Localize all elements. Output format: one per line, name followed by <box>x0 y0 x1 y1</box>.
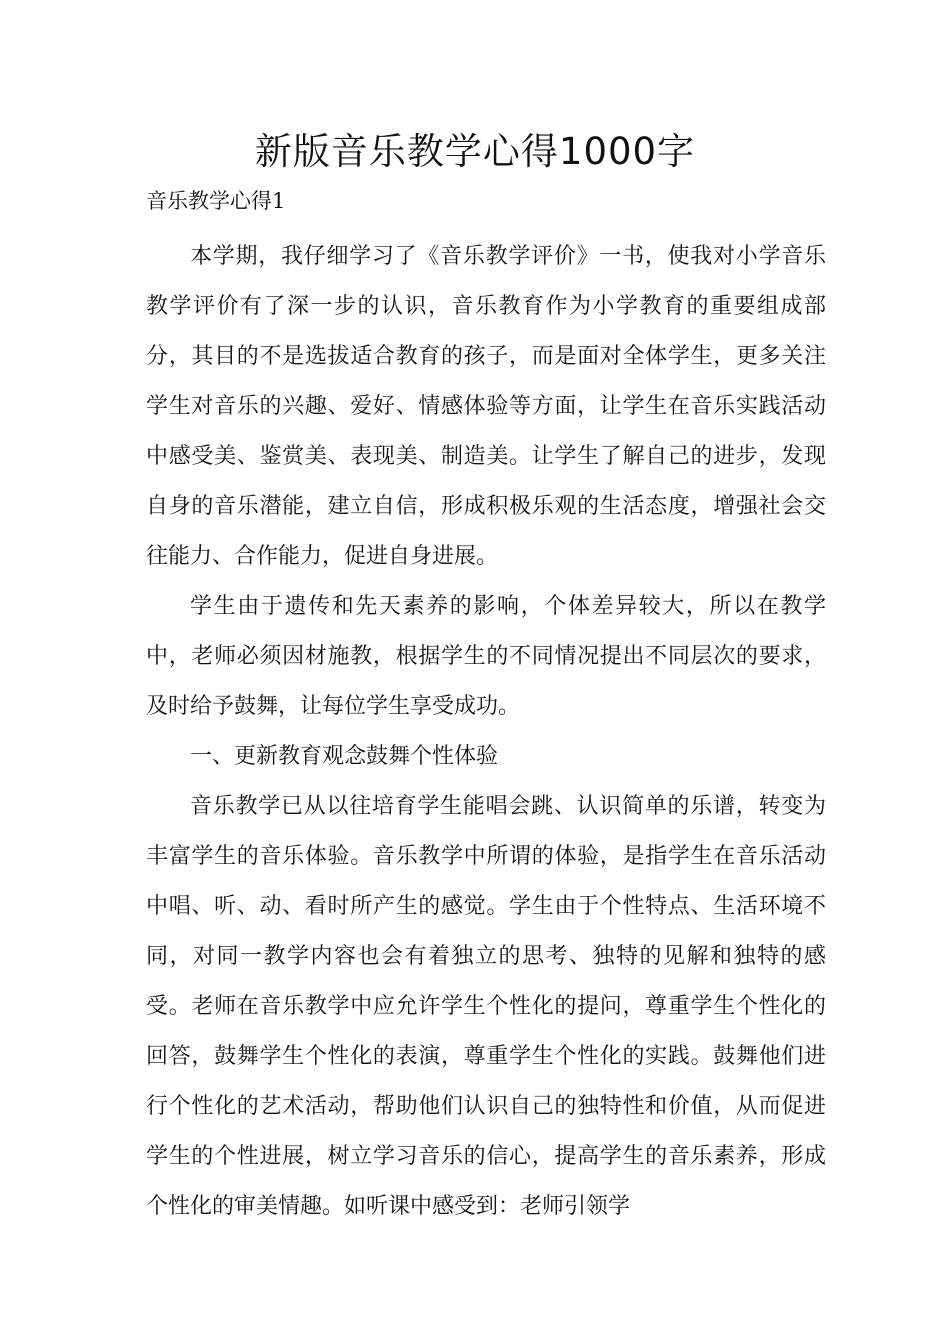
paragraph-2: 学生由于遗传和先天素养的影响，个体差异较大，所以在教学中，老师必须因材施教，根据学生的不同情况提出不同层次的要求，及时给予鼓舞，让每位学生享受成功。 <box>146 594 826 719</box>
paragraph-1: 本学期，我仔细学习了《音乐教学评价》一书，使我对小学音乐教学评价有了深一步的认识，音乐教育作为小学教育的重要组成部分，其目的不是选拔适合教育的孩子，而是面对全体学生，更多关注学生对音乐的兴趣、爱好、情感体验等方面，让学生在音乐实践活动中感受美、鉴赏美、表现美、制造美。让学生了解自己的进步，发现自身的音乐潜能，建立自信，形成积极乐观的生活态度，增强社会交往能力、合作能力，促进自身进展。 <box>146 244 826 569</box>
paragraph-3: 音乐教学已从以往培育学生能唱会跳、认识简单的乐谱，转变为丰富学生的音乐体验。音乐教学中所谓的体验，是指学生在音乐活动中唱、听、动、看时所产生的感觉。学生由于个性特点、生活环境不同，对同一教学内容也会有着独立的思考、独特的见解和独特的感受。老师在音乐教学中应允许学生个性化的提问，尊重学生个性化的回答，鼓舞学生个性化的表演，尊重学生个性化的实践。鼓舞他们进行个性化的艺术活动，帮助他们认识自己的独特性和价值，从而促进学生的个性进展，树立学习音乐的信心，提高学生的音乐素养，形成个性化的审美情趣。如听课中感受到：老师引领学 <box>146 794 826 1219</box>
document-title: 新版音乐教学心得1000字 <box>254 130 696 173</box>
section-heading-1: 一、更新教育观念鼓舞个性体验 <box>190 744 499 769</box>
document-body <box>146 232 826 1232</box>
document-subtitle: 音乐教学心得1 <box>146 189 286 213</box>
